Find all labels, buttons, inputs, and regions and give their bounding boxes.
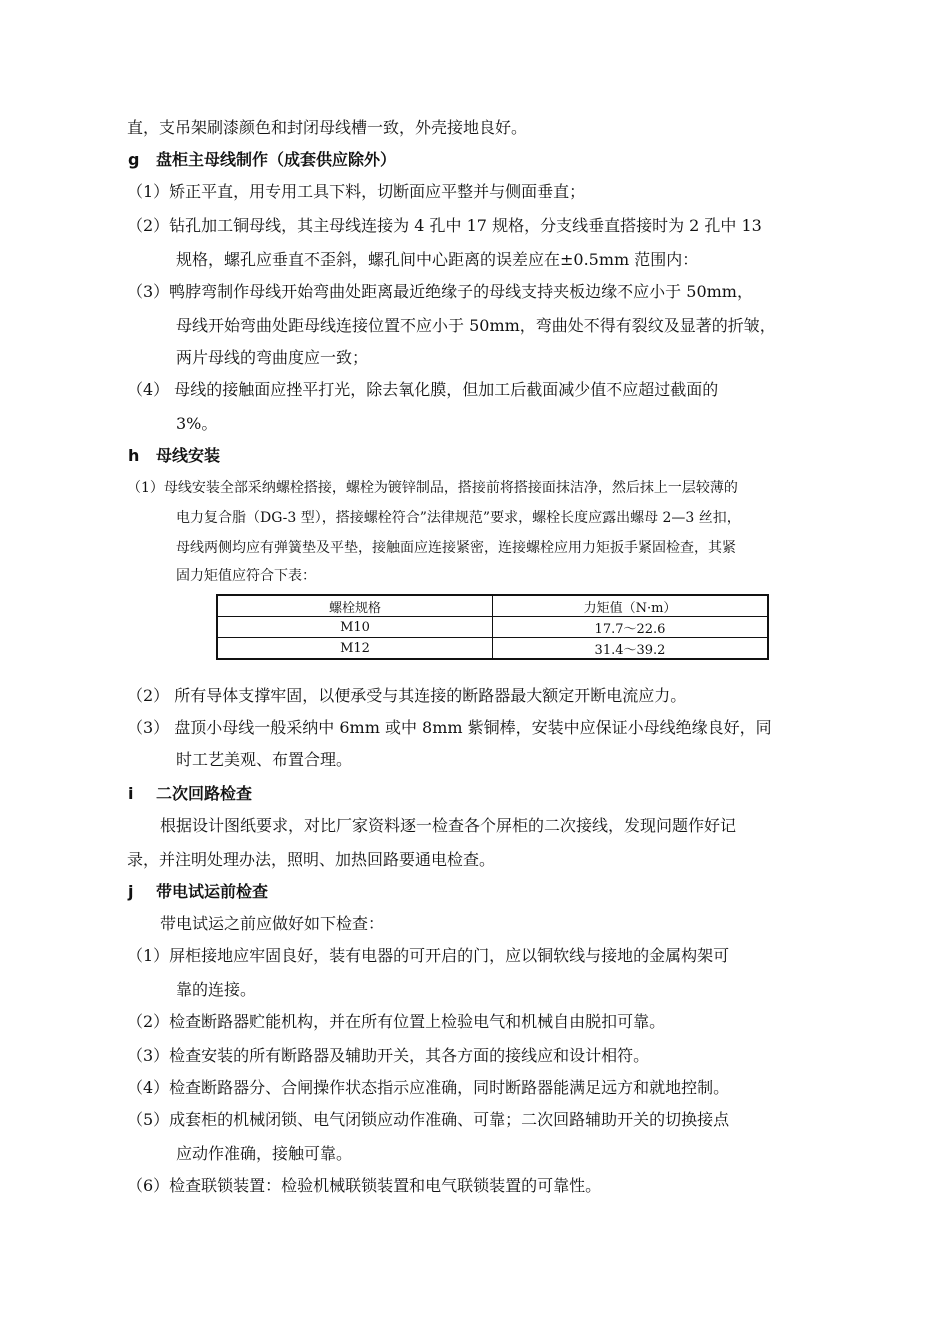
list-item-continuation: 母线开始弯曲处距母线连接位置不应小于 50mm，弯曲处不得有裂纹及显著的折皱， [176, 316, 776, 335]
list-item-continuation: 电力复合脂（DG-3 型），搭接螺栓符合”法律规范”要求，螺栓长度应露出螺母 2—3 丝扣， [176, 510, 741, 526]
list-item-continuation: 规格，螺孔应垂直不歪斜，螺孔间中心距离的误差应在±0.5mm 范围内： [176, 250, 699, 269]
section-title: 二次回路检查 [156, 784, 253, 803]
list-item-continuation: 靠的连接。 [176, 980, 257, 999]
list-item: （2） 所有导体支撑牢固，以便承受与其连接的断路器最大额定开断电流应力。 [127, 686, 687, 705]
section-heading-g [128, 150, 396, 170]
table-header-cell: 螺栓规格 [217, 595, 493, 617]
list-item: （3）检查安装的所有断路器及辅助开关，其各方面的接线应和设计相符。 [127, 1046, 650, 1065]
list-item: （4）检查断路器分、合闸操作状态指示应准确，同时断路器能满足远方和就地控制。 [127, 1078, 730, 1097]
table-row [217, 638, 768, 660]
list-item: （3） 盘顶小母线一般采纳中 6mm 或中 8mm 紫铜棒，安装中应保证小母线绝缘良好，同 [127, 718, 772, 737]
paragraph: 带电试运之前应做好如下检查： [160, 914, 385, 933]
list-item-continuation: 应动作准确，接触可靠。 [176, 1144, 353, 1163]
section-letter: i [128, 784, 134, 803]
list-item: （2）钻孔加工铜母线，其主母线连接为 4 孔中 17 规格，分支线垂直搭接时为 2 孔中 13 [127, 216, 762, 235]
section-heading-j [128, 882, 268, 902]
list-item: （2）检查断路器贮能机构，并在所有位置上检验电气和机械自由脱扣可靠。 [127, 1012, 666, 1031]
paragraph: 录，并注明处理办法，照明、加热回路要通电检查。 [127, 850, 496, 869]
list-item-continuation: 时工艺美观、布置合理。 [176, 750, 353, 769]
list-item: （1）矫正平直，用专用工具下料，切断面应平整并与侧面垂直； [127, 182, 586, 201]
list-item: （1）屏柜接地应牢固良好，装有电器的可开启的门，应以铜软线与接地的金属构架可 [127, 946, 730, 965]
table-cell: M12 [217, 638, 493, 660]
torque-table [216, 594, 769, 660]
list-item-continuation: 固力矩值应符合下表： [176, 568, 316, 584]
list-item: （1）母线安装全部采纳螺栓搭接，螺栓为镀锌制品，搭接前将搭接面抹洁净，然后抹上一层较薄的 [127, 480, 738, 496]
list-item: （4） 母线的接触面应挫平打光，除去氧化膜，但加工后截面减少值不应超过截面的 [127, 380, 719, 399]
section-title: 母线安装 [156, 446, 221, 465]
list-item-continuation: 两片母线的弯曲度应一致； [176, 348, 369, 367]
list-item: （3）鸭脖弯制作母线开始弯曲处距离最近绝缘子的母线支持夹板边缘不应小于 50mm， [127, 282, 753, 301]
section-heading-h [128, 446, 220, 466]
list-item-continuation: 母线两侧均应有弹簧垫及平垫，接触面应连接紧密，连接螺栓应用力矩扳手紧固检查，其紧 [176, 540, 736, 556]
section-letter: g [128, 150, 140, 169]
paragraph: 根据设计图纸要求，对比厂家资料逐一检查各个屏柜的二次接线，发现问题作好记 [160, 816, 737, 835]
table-cell: M10 [217, 617, 493, 638]
table-cell: 31.4～39.2 [493, 638, 769, 660]
list-item: （6）检查联锁装置：检验机械联锁装置和电气联锁装置的可靠性。 [127, 1176, 602, 1195]
section-heading-i [128, 784, 252, 804]
table-cell: 17.7～22.6 [493, 617, 769, 638]
section-letter: h [128, 446, 140, 465]
paragraph-continuation: 直，支吊架刷漆颜色和封闭母线槽一致，外壳接地良好。 [127, 118, 528, 137]
table-header-cell: 力矩值（N·m） [493, 595, 769, 617]
table-header-row [217, 595, 768, 617]
list-item-continuation: 3%。 [176, 414, 218, 433]
section-title: 盘柜主母线制作（成套供应除外） [156, 150, 397, 169]
list-item: （5）成套柜的机械闭锁、电气闭锁应动作准确、可靠；二次回路辅助开关的切换接点 [127, 1110, 730, 1129]
section-letter: j [128, 882, 134, 901]
section-title: 带电试运前检查 [156, 882, 269, 901]
table-row [217, 617, 768, 638]
